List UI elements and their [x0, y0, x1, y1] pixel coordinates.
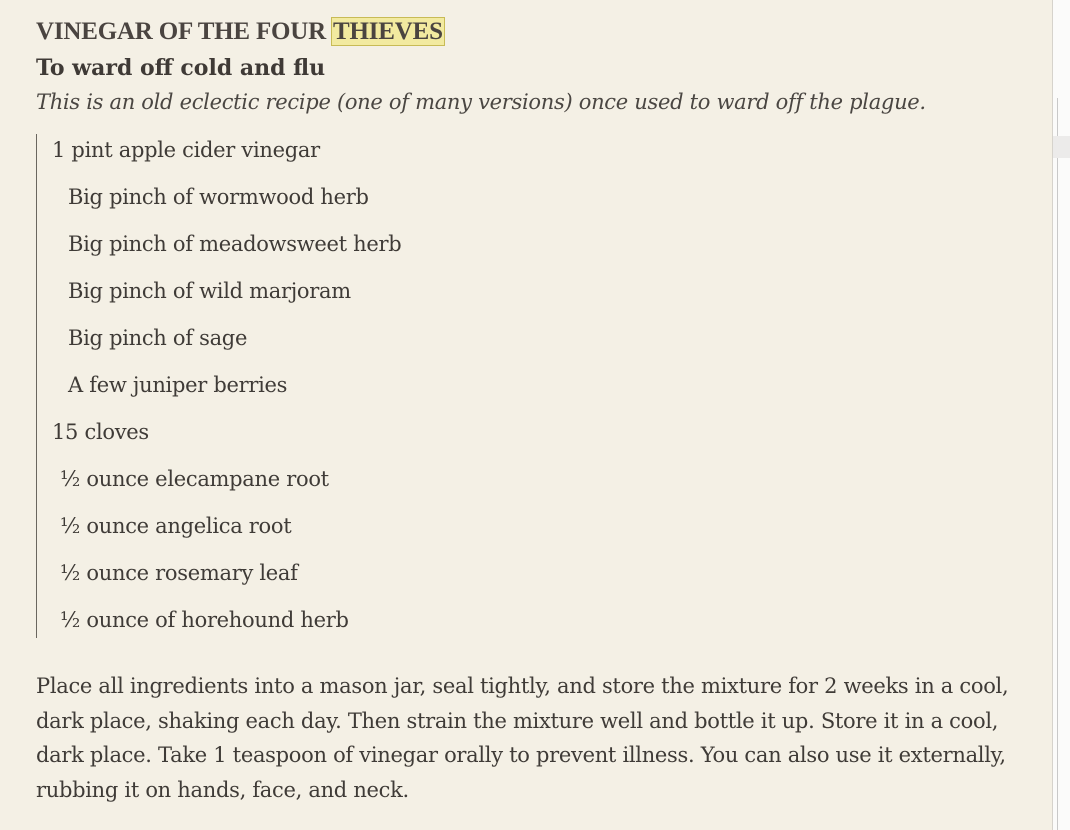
ingredient-item: Big pinch of meadowsweet herb: [68, 232, 402, 256]
scrollbar-track[interactable]: [1057, 98, 1058, 830]
ingredient-item: ½ ounce of horehound herb: [60, 608, 349, 632]
recipe-intro: This is an old eclectic recipe (one of many versions) once used to ward off the plague.: [36, 90, 926, 114]
ingredient-item: ½ ounce angelica root: [60, 514, 292, 538]
scrollbar-thumb[interactable]: [1053, 136, 1070, 158]
ingredient-item: ½ ounce rosemary leaf: [60, 561, 298, 585]
highlighted-search-term: THIEVES: [333, 18, 443, 45]
ingredient-item: 1 pint apple cider vinegar: [52, 138, 320, 162]
ingredient-item: 15 cloves: [52, 420, 149, 444]
ingredient-item: Big pinch of sage: [68, 326, 248, 350]
window-scrollbar-gutter[interactable]: [1052, 0, 1070, 830]
ingredient-item: A few juniper berries: [68, 373, 288, 397]
ingredient-item: Big pinch of wormwood herb: [68, 185, 369, 209]
recipe-subtitle: To ward off cold and flu: [36, 55, 326, 81]
recipe-title-text: VINEGAR OF THE FOUR: [36, 18, 333, 45]
ingredient-list: [36, 134, 637, 638]
ingredient-item: Big pinch of wild marjoram: [68, 279, 351, 303]
recipe-instructions: Place all ingredients into a mason jar, seal tightly, and store the mixture for 2 weeks in a cool, dark place, shaking each day. Then strain the mixture well and bottle it up. Store it in a cool, dark place. Take 1 teaspoon of vinegar orally to prevent illness. You can also use it externally, rubbing it on hands, face, and neck.: [36, 674, 1009, 802]
ingredient-item: ½ ounce elecampane root: [60, 467, 329, 491]
recipe-title: [36, 18, 444, 46]
